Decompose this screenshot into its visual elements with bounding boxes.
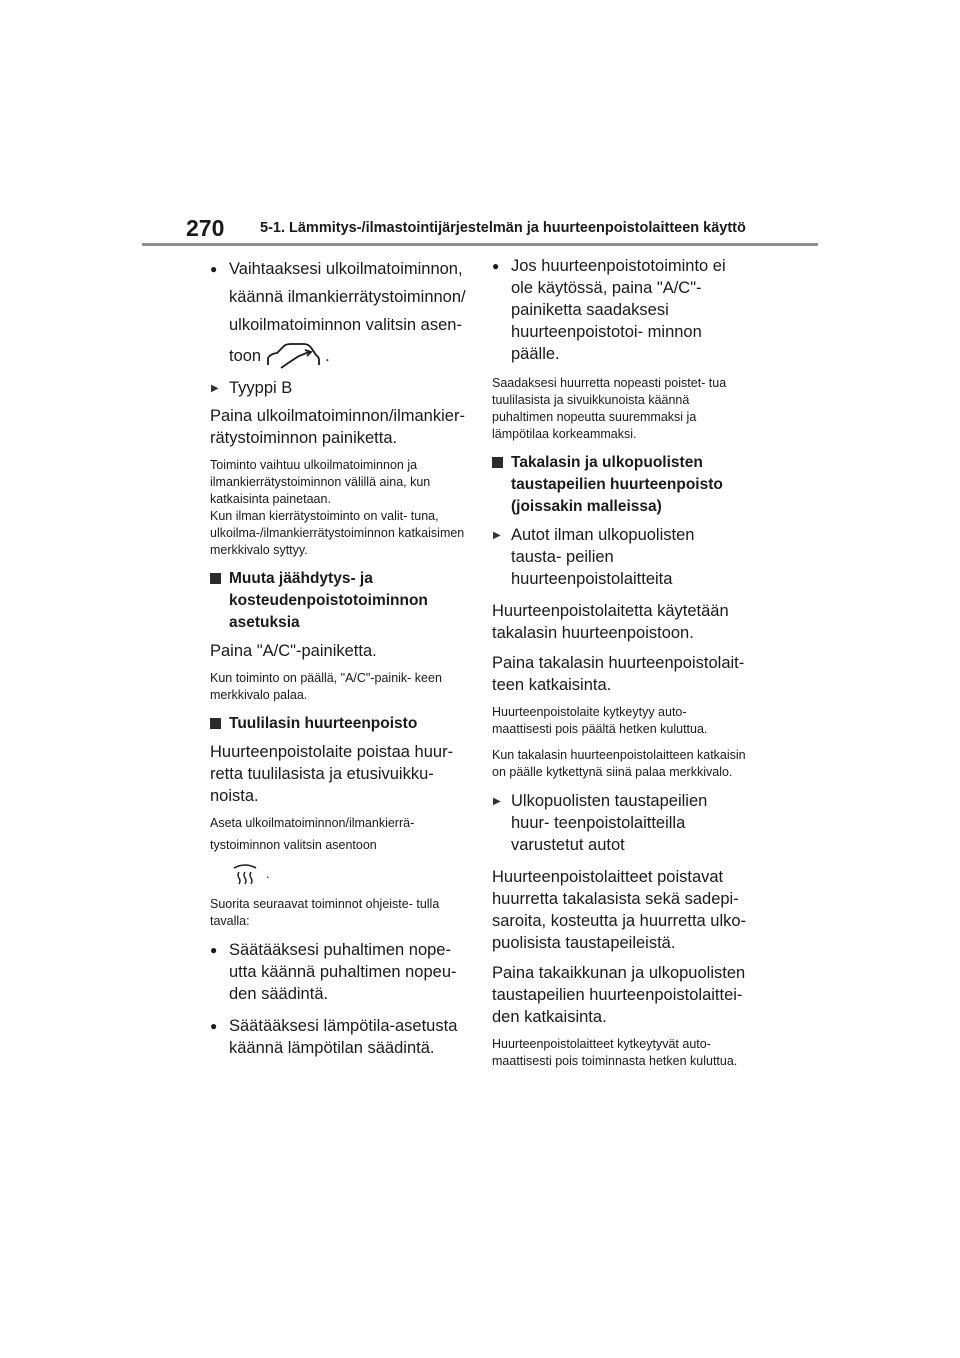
right-paragraph-1: Huurteenpoistolaitetta käytetään takalasin huurteenpoistoon.: [492, 602, 729, 642]
left-note-6: Suorita seuraavat toiminnot ohjeiste- tulla tavalla:: [210, 897, 440, 928]
windshield-defroster-icon: [232, 862, 258, 886]
left-column: [210, 255, 466, 1069]
right-paragraph-4: Paina takaikkunan ja ulkopuolisten taustapeilien huurteenpoistolaittei- den katkaisinta.: [492, 964, 746, 1026]
left-note-2: Kun ilman kierrätystoiminto on valit- tuna, ulkoilma-/ilmankierrätystoiminnon katkaisimen merkkivalo syttyy.: [210, 509, 465, 557]
left-note-5-end: .: [266, 866, 270, 881]
right-paragraph-2: Paina takalasin huurteenpoistolait- teen katkaisinta.: [492, 654, 745, 694]
bullet-fan-speed: ● Säätääksesi puhaltimen nope- utta käännä puhaltimen nopeu- den säädintä.: [210, 939, 466, 1005]
left-note-3: Kun toiminto on päällä, "A/C"-painik- keen merkkivalo palaa.: [210, 671, 442, 702]
arrow-with-mirror-defrost: ▶ Ulkopuolisten taustapeilien huur- teenpoistolaitteilla varustetut autot: [492, 790, 748, 856]
right-note-4: Huurteenpoistolaitteet kytkeytyvät auto- maattisesti pois toiminnasta hetken kuluttua.: [492, 1037, 738, 1068]
arrow-no-mirror-defrost: ▶ Autot ilman ulkopuolisten tausta- peilien huurteenpoistolaitteita: [492, 524, 748, 590]
left-paragraph-2: Paina "A/C"-painiketta.: [210, 642, 377, 660]
bullet-fresh-air-toon: toon: [229, 347, 262, 365]
page-number: 270: [186, 215, 225, 241]
right-note-2: Huurteenpoistolaite kytkeytyy auto- maattisesti pois päältä hetken kuluttua.: [492, 705, 708, 736]
heading-cooling: Muuta jäähdytys- ja kosteudenpoistotoiminnon asetuksia: [210, 568, 466, 634]
type-b-label: ▶ Tyyppi B: [210, 377, 466, 399]
left-paragraph-3: Huurteenpoistolaite poistaa huur- retta tuulilasista ja etusivuikku- noista.: [210, 743, 454, 805]
bullet-fresh-air-end: .: [325, 347, 330, 365]
left-note-4: Aseta ulkoilmatoiminnon/ilmankierrä-: [210, 816, 415, 830]
left-note-1: Toiminto vaihtuu ulkoilmatoiminnon ja ilmankierrätystoiminnon välillä aina, kun katkaisinta painetaan.: [210, 458, 431, 506]
bullet-fresh-air-text: Vaihtaaksesi ulkoilmatoiminnon, käännä ilmankierrätystoiminnon/ ulkoilmatoiminnon valitsin asen-: [229, 260, 466, 334]
bullet-defrost-ac: ● Jos huurteenpoistotoiminto ei ole käytössä, paina "A/C"-painiketta saadaksesi huurteenpoistotoi- minnon päälle.: [492, 255, 748, 365]
bullet-fresh-air: [210, 255, 466, 371]
left-paragraph-1: Paina ulkoilmatoiminnon/ilmankier- rätystoiminnon painiketta.: [210, 407, 465, 447]
right-paragraph-3: Huurteenpoistolaitteet poistavat huurretta takalasista sekä sadepi- saroita, kosteutta ja huurretta ulko- puolisista taustapeileistä.: [492, 868, 747, 952]
right-note-3: Kun takalasin huurteenpoistolaitteen katkaisin on päälle kytkettynä siinä palaa merkkivalo.: [492, 748, 746, 779]
chapter-title: 5-1. Lämmitys-/ilmastointijärjestelmän ja huurteenpoistolaitteen käyttö: [260, 220, 746, 236]
right-column: [492, 255, 748, 1079]
right-note-1: Saadaksesi huurretta nopeasti poistet- tua tuulilasista ja sivuikkunoista käännä puhaltimen nopeutta suuremmaksi ja lämpötilaa korkeammaksi.: [492, 376, 727, 441]
bullet-temperature: ● Säätääksesi lämpötila-asetusta käännä lämpötilan säädintä.: [210, 1015, 466, 1059]
heading-windshield-defrost: Tuulilasin huurteenpoisto: [210, 713, 466, 735]
left-note-5: tystoiminnon valitsin asentoon: [210, 838, 377, 852]
car-outside-air-icon: [265, 341, 321, 371]
heading-rear-defrost: Takalasin ja ulkopuolisten taustapeilien huurteenpoisto (joissakin malleissa): [492, 452, 748, 518]
header-rule: [142, 243, 818, 246]
